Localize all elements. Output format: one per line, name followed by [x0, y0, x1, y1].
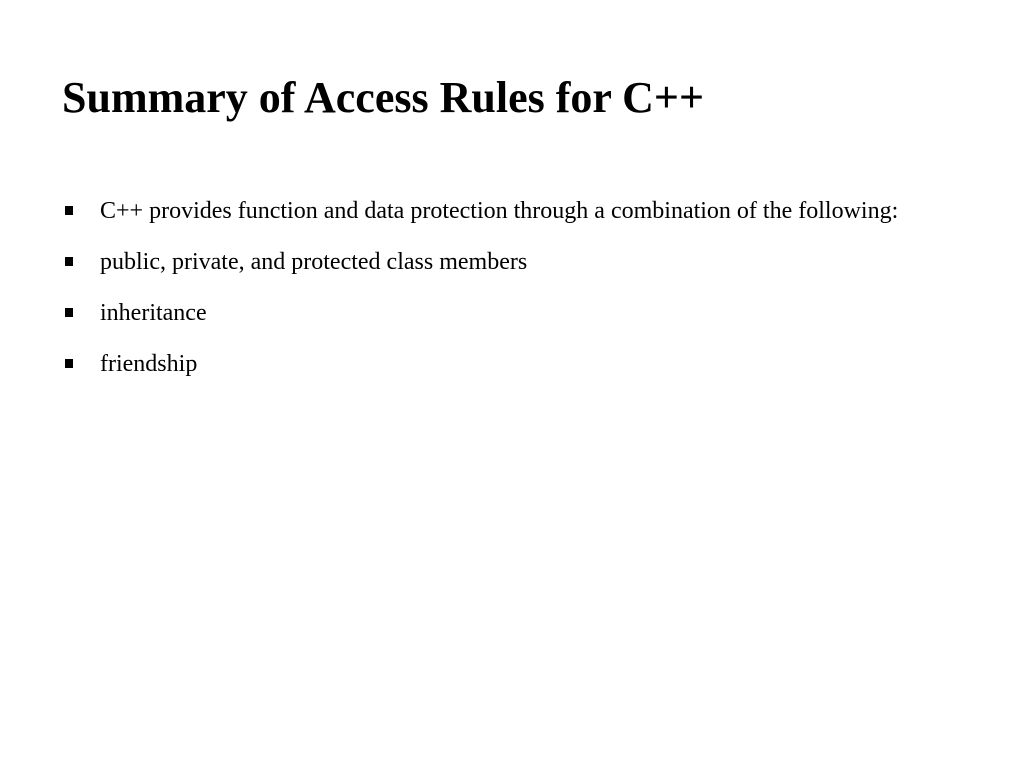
square-bullet-icon: [65, 257, 73, 266]
bullet-text: public, private, and protected class members: [100, 249, 528, 275]
square-bullet-icon: [65, 206, 73, 215]
slide-title: Summary of Access Rules for C++: [62, 73, 705, 122]
bullet-item-protection: [62, 189, 942, 234]
square-bullet-icon: [65, 359, 73, 368]
bullet-text: inheritance: [100, 300, 207, 326]
square-bullet-icon: [65, 308, 73, 317]
bullet-text: C++ provides function and data protection through a combination of the following:: [100, 198, 899, 224]
bullet-item-inheritance: [62, 291, 942, 336]
bullet-item-class-members: [62, 240, 942, 285]
bullet-item-friendship: [62, 342, 942, 387]
bullet-list: [62, 189, 942, 393]
bullet-text: friendship: [100, 351, 198, 377]
